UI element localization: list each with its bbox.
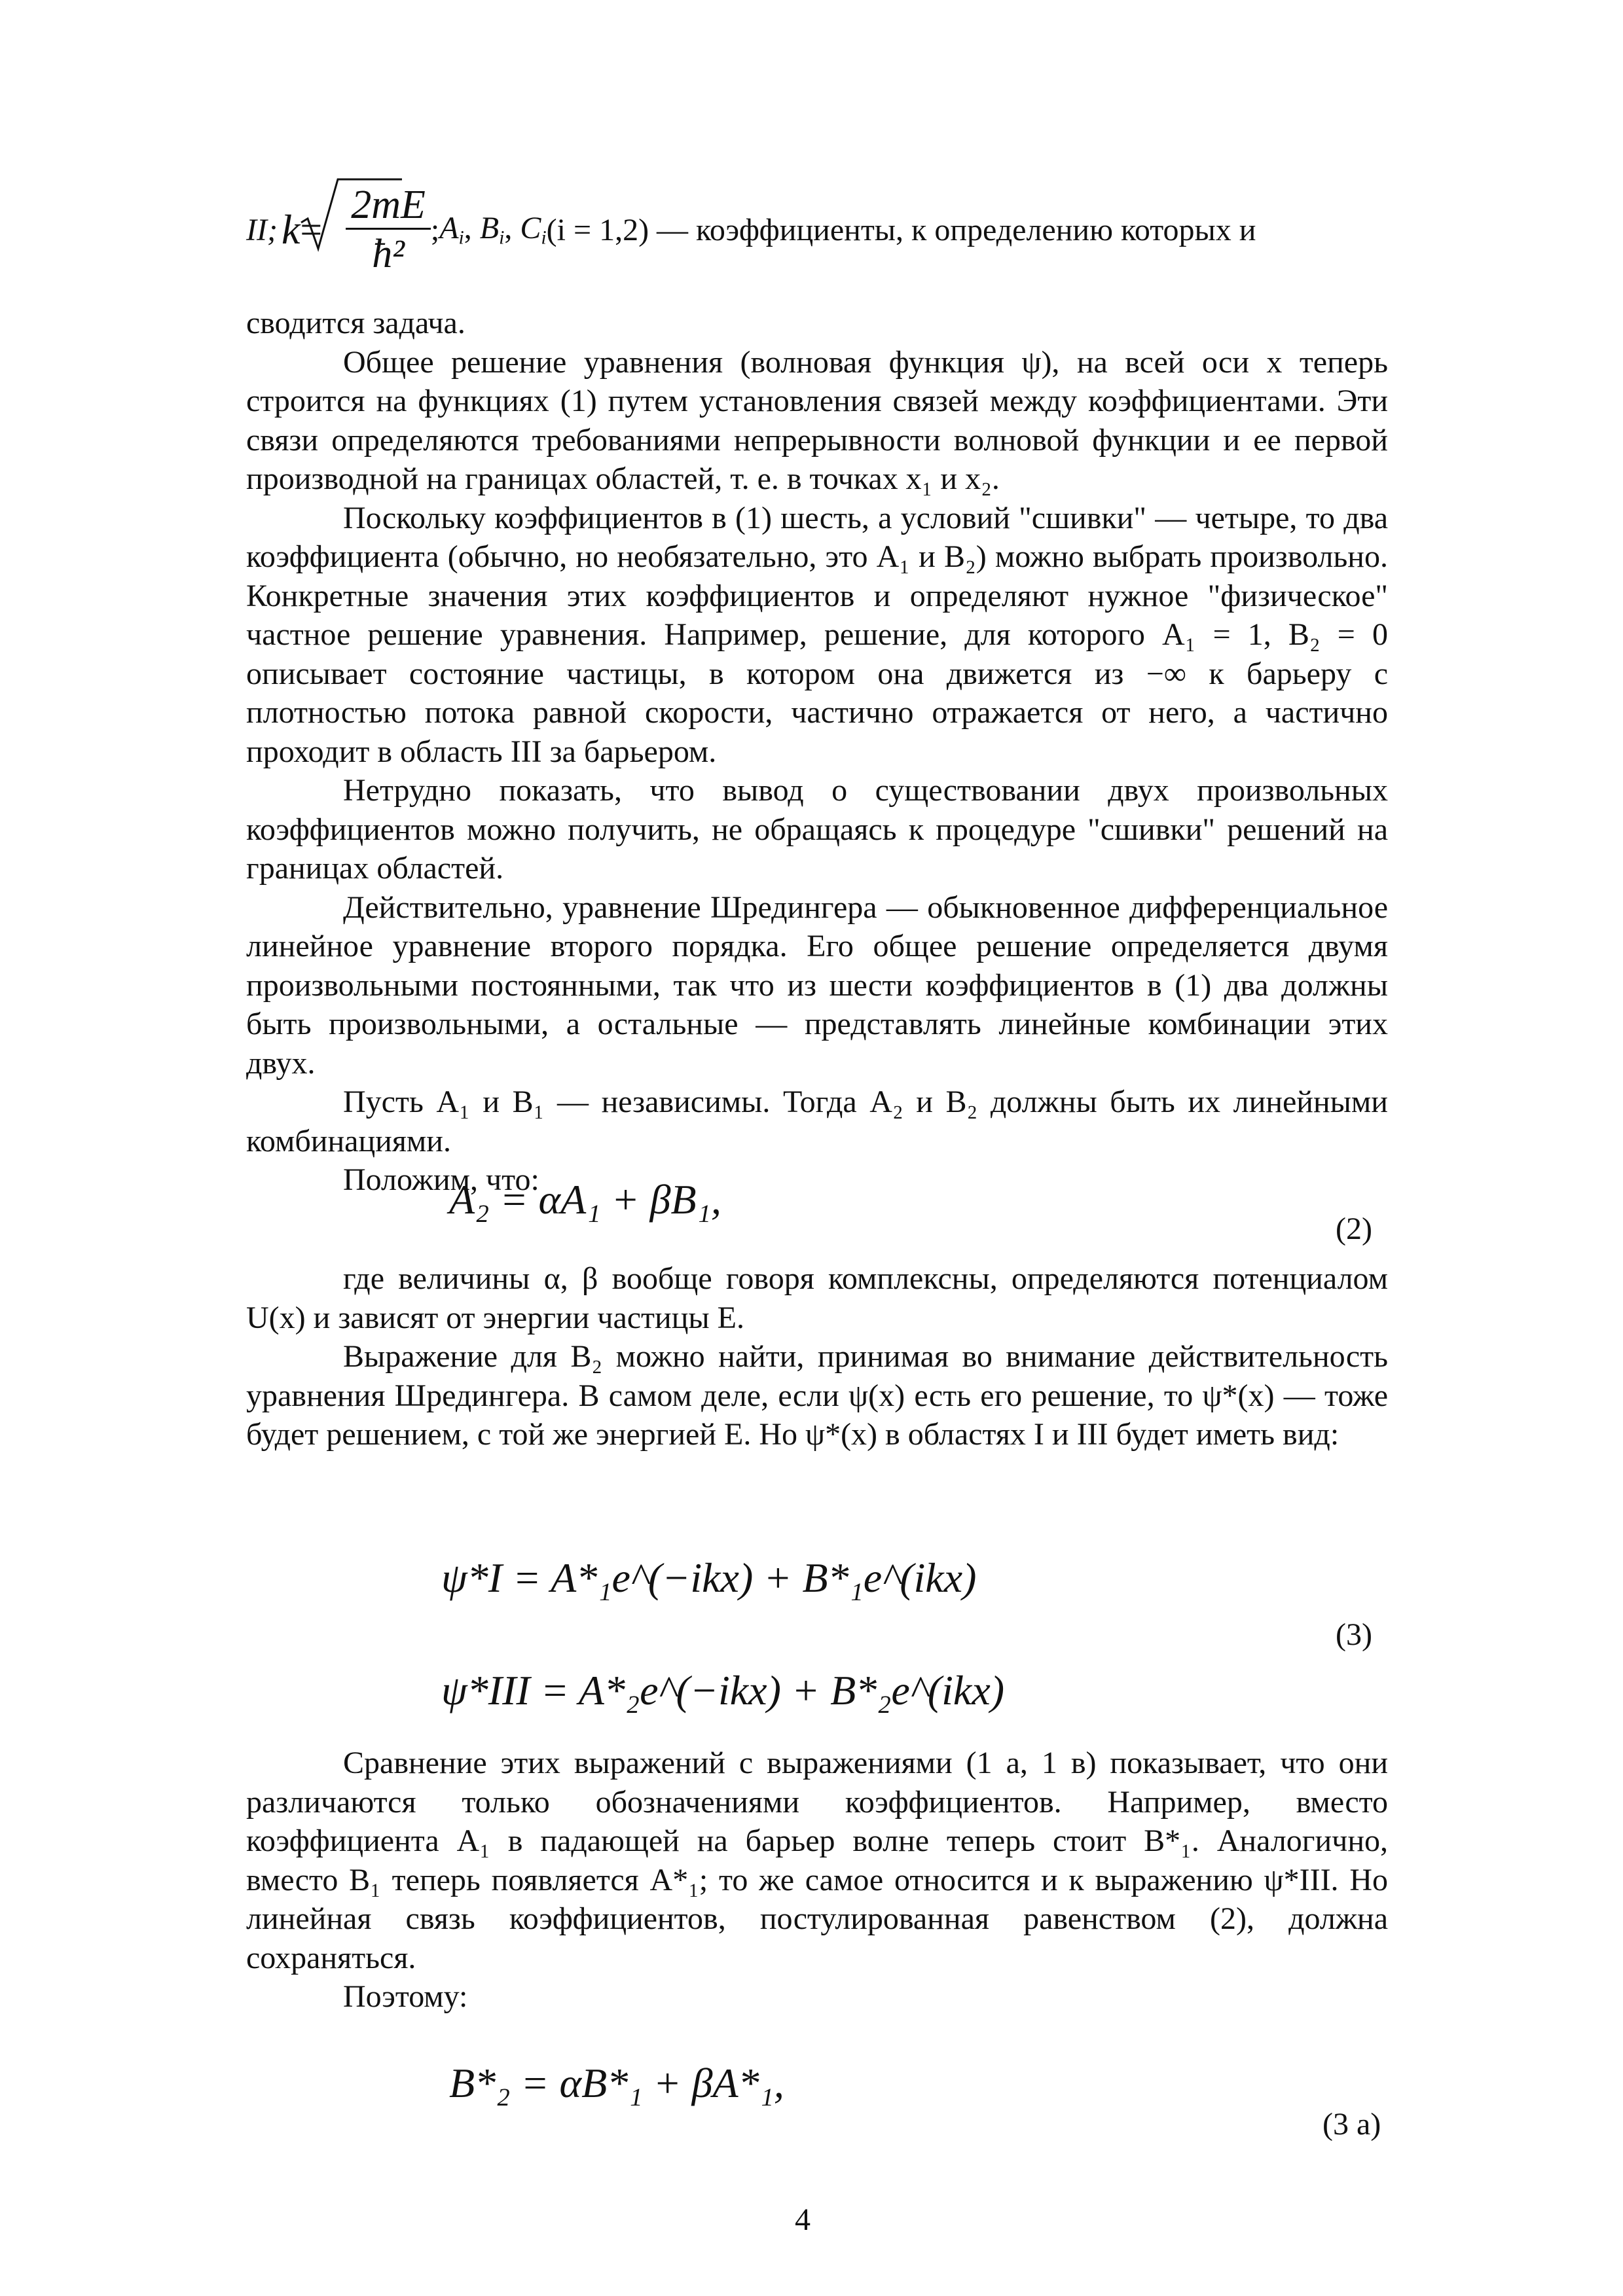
- header-rest: (i = 1,2) — коэффициенты, к определению которых и: [546, 212, 1256, 247]
- paragraph-therefore: Поэтому:: [343, 1979, 468, 2014]
- paragraph-alpha-beta: где величины α, β вообще говоря комплексны, определяются потенциалом U(x) и зависят от энергии частицы E.: [246, 1261, 1388, 1335]
- sqrt-expression: [322, 182, 431, 278]
- paragraph-schrodinger: Действительно, уравнение Шредингера — обыкновенное дифференциальное линейное уравнение второго порядка. Его общее решение определяется двумя произвольными постоянными, так что из шести коэффициентов в (1) два должны быть произвольными, а остальные — представлять линейные комбинации этих двух.: [246, 889, 1388, 1081]
- paragraph-general-solution: Общее решение уравнения (волновая функция ψ), на всей оси x теперь строится на функциях (1) путем установления связей между коэффициентами. Эти связи определяются требованиями непрерывности волновой функции и ее первой производной на границах областей, т. е. в точках x₁ и x₂.: [246, 344, 1388, 496]
- equation-2: A₂ = αA₁ + βB₁,: [449, 1176, 721, 1223]
- sqrt-denominator: ħ²: [372, 231, 405, 276]
- equals-sign: =: [300, 207, 323, 251]
- sqrt-numerator: 2mE: [346, 182, 431, 230]
- paragraph-suppose: Положим, что:: [343, 1162, 539, 1197]
- paragraph-task: сводится задача.: [246, 306, 465, 340]
- paragraph-b2-expression: Выражение для B₂ можно найти, принимая во внимание действительность уравнения Шредингера. В самом деле, если ψ(x) есть его решение, то ψ*(x) — тоже будет решением, с той же энергией E. Но ψ*(x) в областях I и III будет иметь вид:: [246, 1339, 1388, 1452]
- paragraph-coefficients: Поскольку коэффициентов в (1) шесть, а условий "сшивки" — четыре, то два коэффициента (обычно, но необязательно, это A₁ и B₂) можно выбрать произвольно. Конкретные значения этих коэффициентов и определяют нужное "физическое" частное решение уравнения. Например, решение, для которого A₁ = 1, B₂ = 0 описывает состояние частицы, в котором она движется из −∞ к барьеру с плотностью потока равной скорости, частично отражается от него, а частично проходит в область III за барьером.: [246, 500, 1388, 769]
- sqrt-sign-icon: [299, 177, 403, 255]
- equation-3-line-1: ψ*I = A*₁e^(−ikx) + B*₁e^(ikx): [441, 1554, 977, 1601]
- paragraph-easy-show: Нетрудно показать, что вывод о существовании двух произвольных коэффициентов можно получить, не обращаясь к процедуре "сшивки" решений на границах областей.: [246, 773, 1388, 886]
- header-formula-line: [246, 182, 1256, 276]
- k-symbol: k: [281, 206, 301, 253]
- page-number: 4: [795, 2202, 811, 2237]
- equation-3-number: (3): [1336, 1617, 1372, 1652]
- header-lead: II;: [246, 212, 278, 247]
- coefficient-list: $A_i$, $B_i$, $C_i$: [439, 211, 547, 249]
- equation-3a: B*₂ = αB*₁ + βA*₁,: [449, 2060, 784, 2106]
- paragraph-comparison: Сравнение этих выражений с выражениями (1 а, 1 в) показывает, что они различаются только обозначениями коэффициентов. Например, вместо коэффициента A₁ в падающей на барьер волне теперь стоит B*₁. Аналогично, вместо B₁ теперь появляется A*₁; то же самое относится и к выражению ψ*III. Но линейная связь коэффициентов, постулированная равенством (2), должна сохраняться.: [246, 1746, 1388, 1975]
- header-semicolon: ;: [430, 212, 440, 247]
- equation-3a-number: (3 а): [1322, 2107, 1381, 2142]
- equation-2-number: (2): [1336, 1211, 1372, 1246]
- paragraph-independent: Пусть A₁ и B₁ — независимы. Тогда A₂ и B₂ должны быть их линейными комбинациями.: [246, 1085, 1388, 1158]
- equation-3-line-2: ψ*III = A*₂e^(−ikx) + B*₂e^(ikx): [441, 1667, 1005, 1713]
